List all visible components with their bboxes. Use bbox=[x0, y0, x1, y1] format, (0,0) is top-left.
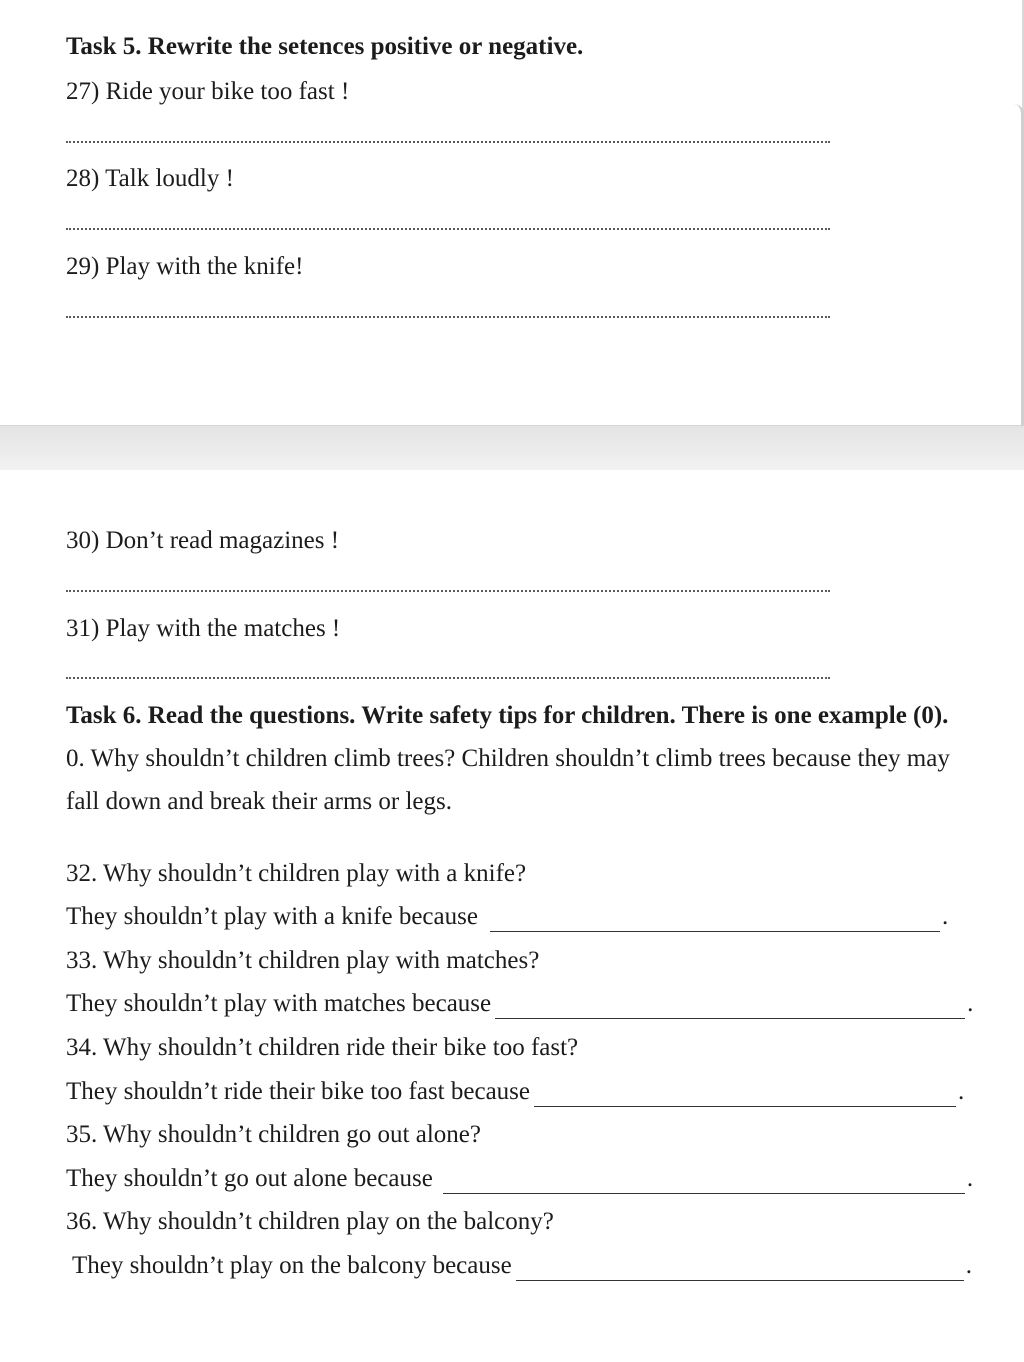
page-edge bbox=[1014, 104, 1024, 434]
worksheet-page-2 bbox=[0, 470, 1024, 1362]
answer-blank-33[interactable] bbox=[495, 996, 965, 1019]
item-31: 31) Play with the matches ! bbox=[66, 615, 341, 642]
answer-row-34 bbox=[66, 1077, 964, 1107]
answer-stem-34: They shouldn’t ride their bike too fast because bbox=[66, 1078, 530, 1105]
question-33: 33. Why shouldn’t children play with matches? bbox=[66, 947, 540, 974]
answer-row-33 bbox=[66, 989, 973, 1019]
worksheet-page-1 bbox=[0, 0, 1024, 426]
answer-blank-36[interactable] bbox=[516, 1258, 964, 1281]
item-30: 30) Don’t read magazines ! bbox=[66, 527, 340, 554]
question-35: 35. Why shouldn’t children go out alone? bbox=[66, 1121, 481, 1148]
answer-stem-36: They shouldn’t play on the balcony because bbox=[72, 1252, 512, 1279]
question-32: 32. Why shouldn’t children play with a knife? bbox=[66, 860, 527, 887]
answer-line-29[interactable] bbox=[66, 316, 830, 318]
question-34: 34. Why shouldn’t children ride their bike too fast? bbox=[66, 1034, 579, 1061]
answer-blank-34[interactable] bbox=[534, 1084, 956, 1107]
end-mark: . bbox=[967, 990, 974, 1017]
answer-stem-32: They shouldn’t play with a knife because bbox=[66, 903, 478, 930]
answer-line-28[interactable] bbox=[66, 228, 830, 230]
task5-title: Task 5. Rewrite the setences positive or negative. bbox=[66, 33, 584, 60]
answer-row-32 bbox=[66, 902, 948, 932]
answer-line-31[interactable] bbox=[66, 677, 830, 679]
end-mark: . bbox=[966, 1165, 974, 1192]
answer-stem-35: They shouldn’t go out alone because bbox=[66, 1165, 433, 1192]
answer-line-27[interactable] bbox=[66, 141, 830, 143]
answer-blank-32[interactable] bbox=[490, 909, 940, 932]
example-line-2: fall down and break their arms or legs. bbox=[66, 788, 452, 815]
item-27: 27) Ride your bike too fast ! bbox=[66, 78, 350, 105]
page-gap bbox=[0, 426, 1024, 470]
end-mark: . bbox=[941, 903, 949, 930]
answer-stem-33: They shouldn’t play with matches because bbox=[66, 990, 492, 1017]
answer-row-35 bbox=[66, 1164, 973, 1194]
end-mark: . bbox=[958, 1078, 965, 1105]
item-28: 28) Talk loudly ! bbox=[66, 165, 234, 192]
answer-line-30[interactable] bbox=[66, 590, 830, 592]
example-line-1: 0. Why shouldn’t children climb trees? Children shouldn’t climb trees because they may bbox=[66, 745, 950, 772]
item-29: 29) Play with the knife! bbox=[66, 253, 304, 280]
answer-row-36 bbox=[72, 1251, 972, 1281]
question-36: 36. Why shouldn’t children play on the balcony? bbox=[66, 1208, 554, 1235]
end-mark: . bbox=[965, 1252, 972, 1279]
task6-title: Task 6. Read the questions. Write safety tips for children. There is one example (0). bbox=[66, 702, 949, 729]
answer-blank-35[interactable] bbox=[443, 1171, 965, 1194]
